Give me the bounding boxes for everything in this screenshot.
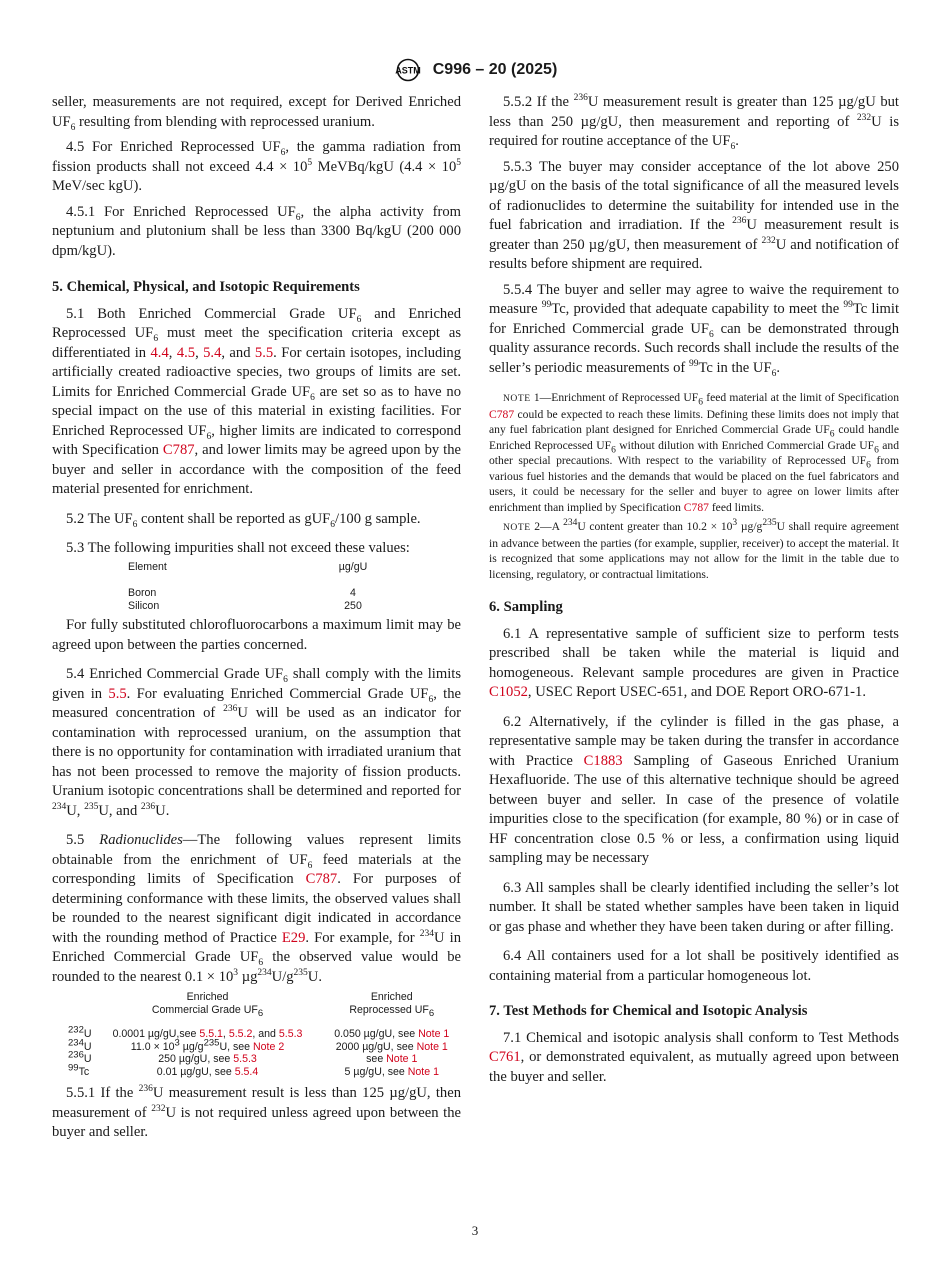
- paragraph-5-4: 5.4 Enriched Commercial Grade $UF_6$ shall comply with the limits given in 5.5. For evaluating Enriched Commercial Grade $UF_6$, the measured concentration of $^{236}$U will be used as an indicator for contamination with reprocessed uranium, on the assumption that there is no opportunity for contamination with irradiated uranium that has not been processed to remove the majority of fission products. Uranium isotopic concentrations shall be determined and reported for $^{234}$U, $^{235}$U, and $^{236}$U.: [52, 666, 462, 819]
- astm-logo-icon: [393, 58, 423, 82]
- link-5-5-1[interactable]: 5.5.1: [199, 1028, 223, 1040]
- mass-number: 236: [68, 1049, 84, 1061]
- link-5-5-3[interactable]: 5.5.3: [278, 1028, 303, 1040]
- page-header: [0, 58, 950, 84]
- nuclide-symbol: U: [83, 1040, 92, 1053]
- link-note-1[interactable]: Note 1: [386, 1053, 418, 1065]
- paragraph-6-1: 6.1 A representative sample of sufficient size to perform tests prescribed shall be taken while the material is liquid and homogeneous. Relevant sample procedures are given in Practice C1052, USEC Report USEC-651, and DOE Report ORO-671-1.: [489, 625, 899, 700]
- paragraph-4-5-1: 4.5.1 For Enriched Reprocessed $UF_6$, the alpha activity from neptunium and plutonium shall be less than 3300 Bq/kgU (200 000 dpm/kgU).: [52, 203, 462, 259]
- link-c787[interactable]: C787: [162, 442, 195, 458]
- column-header-line: Reprocessed UF: [349, 1003, 429, 1016]
- link-note-2[interactable]: Note 2: [253, 1040, 285, 1053]
- paragraph-6-4: 6.4 All containers used for a lot shall be positively identified as containing material from a particular homogeneous lot.: [489, 948, 899, 984]
- nuclide-symbol: Tc: [78, 1065, 90, 1078]
- impurities-table: [128, 561, 373, 613]
- note-2: NOTE 2—A $^{234}$U content greater than $10.2 \times 10^3$ $\mu g/g^{235}U$ shall require agreement in advance between the parties (for example, supplier, receiver) to accept the material. It is recognized that some applications may not allow for the limit in the table due to licensing, regulatory, or contractual limitations.: [489, 518, 899, 581]
- paragraph-6-2: 6.2 Alternatively, if the cylinder is filled in the gas phase, a representative sample may be taken during the transfer in accordance with Practice C1883 Sampling of Gaseous Enriched Uranium Hexafluoride. The use of this alternative technique should be agreed between buyer and seller. In case of the presence of volatile impurities close to the specification (for example, 80 %) or in case of HF concentration close 0.5 % or less, a confirmation using liquid sampling may be necessary: [489, 713, 899, 866]
- link-note-1[interactable]: Note 1: [416, 1040, 448, 1053]
- column-header: µg/gU: [338, 560, 368, 573]
- paragraph-5-5: 5.5 Radionuclides—The following values represent limits obtainable from the enrichment of $UF_6$ feed materials at the corresponding limits of Specification C787. For purposes of determining conformance with these limits, the observed values shall be rounded to the nearest significant digit indicated in accordance with the rounding method of Practice E29. For example, for $^{234}$U in Enriched Commercial Grade $UF_6$ the observed value would be rounded to the nearest $0.1 \times 10^3$ $\mu g^{234}U/g^{235}U$.: [52, 832, 462, 985]
- paragraph-7-1: 7.1 Chemical and isotopic analysis shall conform to Test Methods C761, or demonstrated equivalent, as mutually agreed upon between the buyer and seller.: [489, 1029, 899, 1085]
- paragraph-5-5-3: 5.5.3 The buyer may consider acceptance of the lot above 250 µg/gU on the basis of the total significance of all the measured levels of radionuclides to determine the suitability for intended use in the fuel fabrication and irradiation. If the $^{236}$U measurement result is greater than 250 µg/gU, then measurement of $^{232}$U and notification of results before shipment are required.: [489, 158, 899, 272]
- value-cell: 4: [350, 587, 356, 599]
- page-number: 3: [471, 1223, 479, 1238]
- note-1: NOTE 1—Enrichment of Reprocessed $UF_6$ feed material at the limit of Specification C787 could be expected to reach these limits. Defining these limits does not imply that any fuel fabrication plant designed for Enriched Commercial Grade $UF_6$ could handle Enriched Reprocessed $UF_6$ without dilution with Enriched Commercial Grade $UF_6$ and other special precautions. With respect to the variability of Reprocessed $UF_6$ from various fuel histories and the demands that would be placed on the fuel fabricators and users, it could be necessary for the seller and buyer to agree on lower limits after enrichment than implied by Specification C787 feed limits.: [489, 391, 900, 514]
- right-column: [489, 93, 899, 1093]
- link-5-5-4[interactable]: 5.5.4: [234, 1065, 259, 1078]
- left-column: [52, 93, 461, 1149]
- link-5-5[interactable]: 5.5: [108, 685, 127, 702]
- column-header-line: Commercial Grade UF: [151, 1003, 258, 1016]
- table-row: $^{236}$U 250 µg/gU, see 5.5.3 see Note 1: [68, 1049, 418, 1065]
- paragraph: seller, measurements are not required, except for Derived Enriched $UF_6$ resulting from blending with reprocessed uranium.: [52, 94, 461, 133]
- link-c1052[interactable]: C1052: [489, 684, 528, 700]
- table-row: $^{99}$Tc 0.01 µg/gU, see 5.5.4 5 µg/gU, see Note 1: [68, 1061, 439, 1078]
- link-4-4[interactable]: 4.4: [150, 344, 169, 361]
- link-5-5[interactable]: 5.5: [254, 344, 274, 361]
- paragraph-5-5-2: 5.5.2 If the $^{236}$U measurement result is greater than 125 µg/gU but less than 250 µg/gU, then measurement and reporting of $^{232}$U is required for routine acceptance of the $UF_6$.: [489, 93, 899, 152]
- link-5-4[interactable]: 5.4: [203, 344, 222, 361]
- link-c787[interactable]: C787: [489, 407, 515, 421]
- paragraph-4-5: 4.5 For Enriched Reprocessed $UF_6$, the gamma radiation from fission products shall not exceed $4.4 \times 10^5$ MeVBq/kgU ($4.4 \times 10^5$ MeV/sec kgU).: [52, 139, 462, 194]
- link-c1883[interactable]: C1883: [583, 752, 623, 769]
- radionuclides-table: Enriched Enriched Commercial Grade $UF_6$ Reprocessed $UF_6$ $^{232}$U 0.0001 µg/gU,see 5.5.1, 5.5.2, and 5.5.3 0.050 µg/gU, see Note 1 $^{234}$U $11.0 \times 10^3$ $\mu g/g^{235}U$, see Note 2 2000 µg/gU, see Note 1 $^{236}$U 250 µg/gU, see 5.5.3 see Note 1 $^{99}$Tc 0.01 µg/gU, see 5.5.4 5 µg/gU, see Note 1: [68, 991, 460, 1078]
- table-row: [128, 600, 373, 613]
- column-header-line: Enriched: [370, 991, 413, 1003]
- element-cell: Silicon: [128, 599, 160, 612]
- mass-number: 234: [68, 1036, 84, 1048]
- paragraph-5-5-1: 5.5.1 If the $^{236}$U measurement result is less than 125 µg/gU, then measurement of $^{232}$U is not required unless agreed upon between the buyer and seller.: [52, 1084, 461, 1140]
- paragraph-5-1: 5.1 Both Enriched Commercial Grade $UF_6$ and Enriched Reprocessed $UF_6$ must meet the specification criteria except as differentiated in 4.4, 4.5, 5.4, and 5.5. For certain isotopes, including artificially created radioactive species, two groups of limits are set. Limits for Enriched Commercial Grade $UF_6$ are set so as to have no special impact on the use of this material in existing facilities. For Enriched Reprocessed $UF_6$, higher limits are indicated to correspond with Specification C787, and lower limits may be agreed upon by the buyer and seller in accordance with the composition of the feed material presented for enrichment.: [52, 305, 462, 497]
- link-note-1[interactable]: Note 1: [418, 1028, 450, 1040]
- paragraph-cfc: For fully substituted chlorofluorocarbons a maximum limit may be agreed upon between the parties concerned.: [52, 617, 461, 653]
- link-c761[interactable]: C761: [489, 1049, 521, 1065]
- section-heading-5: 5. Chemical, Physical, and Isotopic Requirements: [52, 279, 360, 295]
- svg-text:ASTM: ASTM: [394, 65, 421, 76]
- paragraph-5-5-4: 5.5.4 The buyer and seller may agree to waive the requirement to measure $^{99}$Tc, provided that adequate capability to meet the $^{99}$Tc limit for Enriched Commercial grade $UF_6$ can be demonstrated through quality assurance records. Such records shall include the results of the seller’s periodic measurements of $^{99}$Tc in the $UF_6$.: [489, 281, 900, 379]
- link-c787[interactable]: C787: [683, 500, 709, 514]
- table-row: $^{232}$U 0.0001 µg/gU,see 5.5.1, 5.5.2, and 5.5.3 0.050 µg/gU, see Note 1: [68, 1024, 450, 1040]
- paragraph-6-3: 6.3 All samples shall be clearly identified including the seller’s lot number. It shall be stated whether samples have been taken in liquid or gas phase and whether they have been taken during or after filling.: [489, 879, 899, 935]
- table-row: [128, 587, 373, 600]
- link-5-5-2[interactable]: 5.5.2: [228, 1028, 253, 1040]
- link-5-5-3[interactable]: 5.5.3: [233, 1053, 257, 1065]
- value-cell: 250: [344, 599, 362, 612]
- section-heading-7: 7. Test Methods for Chemical and Isotopic Analysis: [489, 1003, 808, 1019]
- link-c787[interactable]: C787: [305, 871, 338, 887]
- mass-number: 232: [68, 1024, 84, 1036]
- column-header-line: Enriched: [186, 991, 229, 1003]
- table-row: $^{234}$U $11.0 \times 10^3$ $\mu g/g^{235}U$, see Note 2 2000 µg/gU, see Note 1: [68, 1036, 448, 1053]
- link-e29[interactable]: E29: [281, 929, 306, 946]
- nuclide-symbol: U: [83, 1053, 92, 1065]
- mass-number: 99: [68, 1061, 79, 1073]
- nuclide-symbol: U: [83, 1028, 92, 1040]
- element-cell: Boron: [128, 587, 157, 599]
- link-note-1[interactable]: Note 1: [407, 1065, 439, 1078]
- column-header: Element: [128, 560, 167, 573]
- link-4-5[interactable]: 4.5: [176, 344, 196, 361]
- paragraph-5-3: 5.3 The following impurities shall not exceed these values:: [66, 540, 410, 556]
- section-heading-6: 6. Sampling: [489, 599, 563, 615]
- document-designation: C996 – 20 (2025): [432, 61, 558, 78]
- paragraph-5-2: 5.2 The $UF_6$ content shall be reported as gUF$_6$/100 g sample.: [66, 510, 421, 530]
